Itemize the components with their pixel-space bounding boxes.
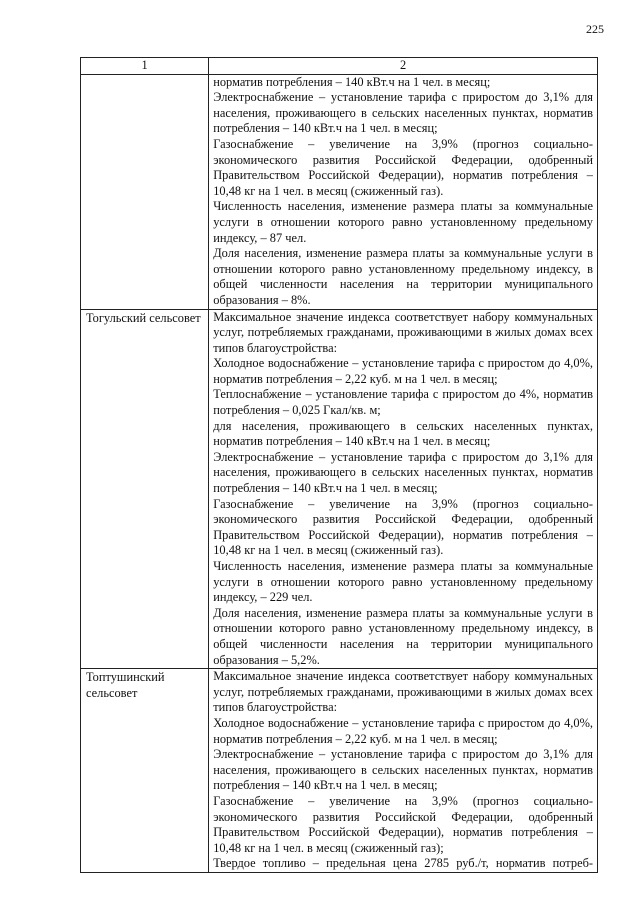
paragraph: Холодное водоснабжение – установление тарифа с приростом до 4,0%, норматив потребления – 2,22 куб. м на 1 чел. в месяц; (213, 356, 593, 386)
table-header-row (81, 58, 598, 75)
paragraph: Максимальное значение индекса соответствует набору коммунальных услуг, потребляемых гражданами, проживающими в жилых домах всех типов благоустройства: (213, 309, 593, 355)
table-row (81, 309, 598, 669)
paragraph: Доля населения, изменение размера платы за коммунальные услуги в отношении которого равно установленному предельному индексу, в общей численности населения на территории муниципального образования – 8%. (213, 246, 593, 307)
paragraph: норматив потребления – 140 кВт.ч на 1 чел. в месяц; (213, 74, 491, 89)
column-header-1: 1 (81, 58, 209, 75)
paragraph: Газоснабжение – увеличение на 3,9% (прогноз социально-экономического развития Российской Федерации, одобренный Правительством Российской Федерации), норматив потребления – 10,48 кг на 1 чел. в месяц (сжиженный газ). (213, 496, 593, 558)
paragraph: Доля населения, изменение размера платы за коммунальные услуги в отношении которого равно установленному предельному индексу, в общей численности населения на территории муниципального образования – 5,2%. (213, 605, 593, 667)
paragraph: Численность населения, изменение размера платы за коммунальные услуги в отношении которого равно установленному предельному индексу, – 87 чел. (213, 199, 593, 245)
row-name-cell: Топтушинский сельсовет (81, 669, 209, 873)
paragraph: Холодное водоснабжение – установление тарифа с приростом до 4,0%, норматив потребления – 2,22 куб. м на 1 чел. в месяц; (213, 715, 593, 746)
paragraph: Электроснабжение – установление тарифа с приростом до 3,1% для населения, проживающего в сельских населенных пунктах, норматив потребления – 140 кВт.ч на 1 чел. в месяц; (213, 747, 593, 793)
paragraph: Газоснабжение – увеличение на 3,9% (прогноз социально-экономического развития Российской Федерации, одобренный Правительством Российской Федерации), норматив потребления – 10,48 кг на 1 чел. в месяц (сжиженный газ). (213, 136, 593, 198)
paragraph: для населения, проживающего в сельских населенных пунктах, норматив потребления – 140 кВт.ч на 1 чел. в месяц; (213, 418, 593, 449)
table-row (81, 669, 598, 873)
row-name-cell (81, 74, 209, 309)
paragraph: Твердое топливо – предельная цена 2785 руб./т, норматив потреб- (213, 856, 593, 871)
row-text-cell (209, 309, 598, 669)
paragraph: Максимальное значение индекса соответствует набору коммунальных услуг, потребляемых гражданами, проживающими в жилых домах всех типов благоустройства: (213, 669, 593, 715)
paragraph: Численность населения, изменение размера платы за коммунальные услуги в отношении которого равно установленному предельному индексу, – 229 чел. (213, 559, 593, 605)
data-table (80, 57, 598, 873)
paragraph: Газоснабжение – увеличение на 3,9% (прогноз социально-экономического развития Российской Федерации, одобренный Правительством Российской Федерации), норматив потребления – 10,48 кг на 1 чел. в месяц (сжиженный газ); (213, 793, 593, 855)
paragraph: Электроснабжение – установление тарифа с приростом до 3,1% для населения, проживающего в сельских населенных пунктах, норматив потребления – 140 кВт.ч на 1 чел. в месяц; (213, 90, 593, 136)
page-number: 225 (586, 22, 604, 36)
paragraph: Электроснабжение – установление тарифа с приростом до 3,1% для населения, проживающего в сельских населенных пунктах, норматив потребления – 140 кВт.ч на 1 чел. в месяц; (213, 449, 593, 496)
row-name-cell: Тогульский сельсовет (81, 309, 209, 669)
paragraph: Теплоснабжение – установление тарифа с приростом до 4%, норматив потребления – 0,025 Гкал/кв. м; (213, 387, 593, 418)
row-text-cell (209, 669, 598, 873)
column-header-2: 2 (209, 58, 598, 75)
table-row (81, 74, 598, 309)
row-text-cell (209, 74, 598, 309)
